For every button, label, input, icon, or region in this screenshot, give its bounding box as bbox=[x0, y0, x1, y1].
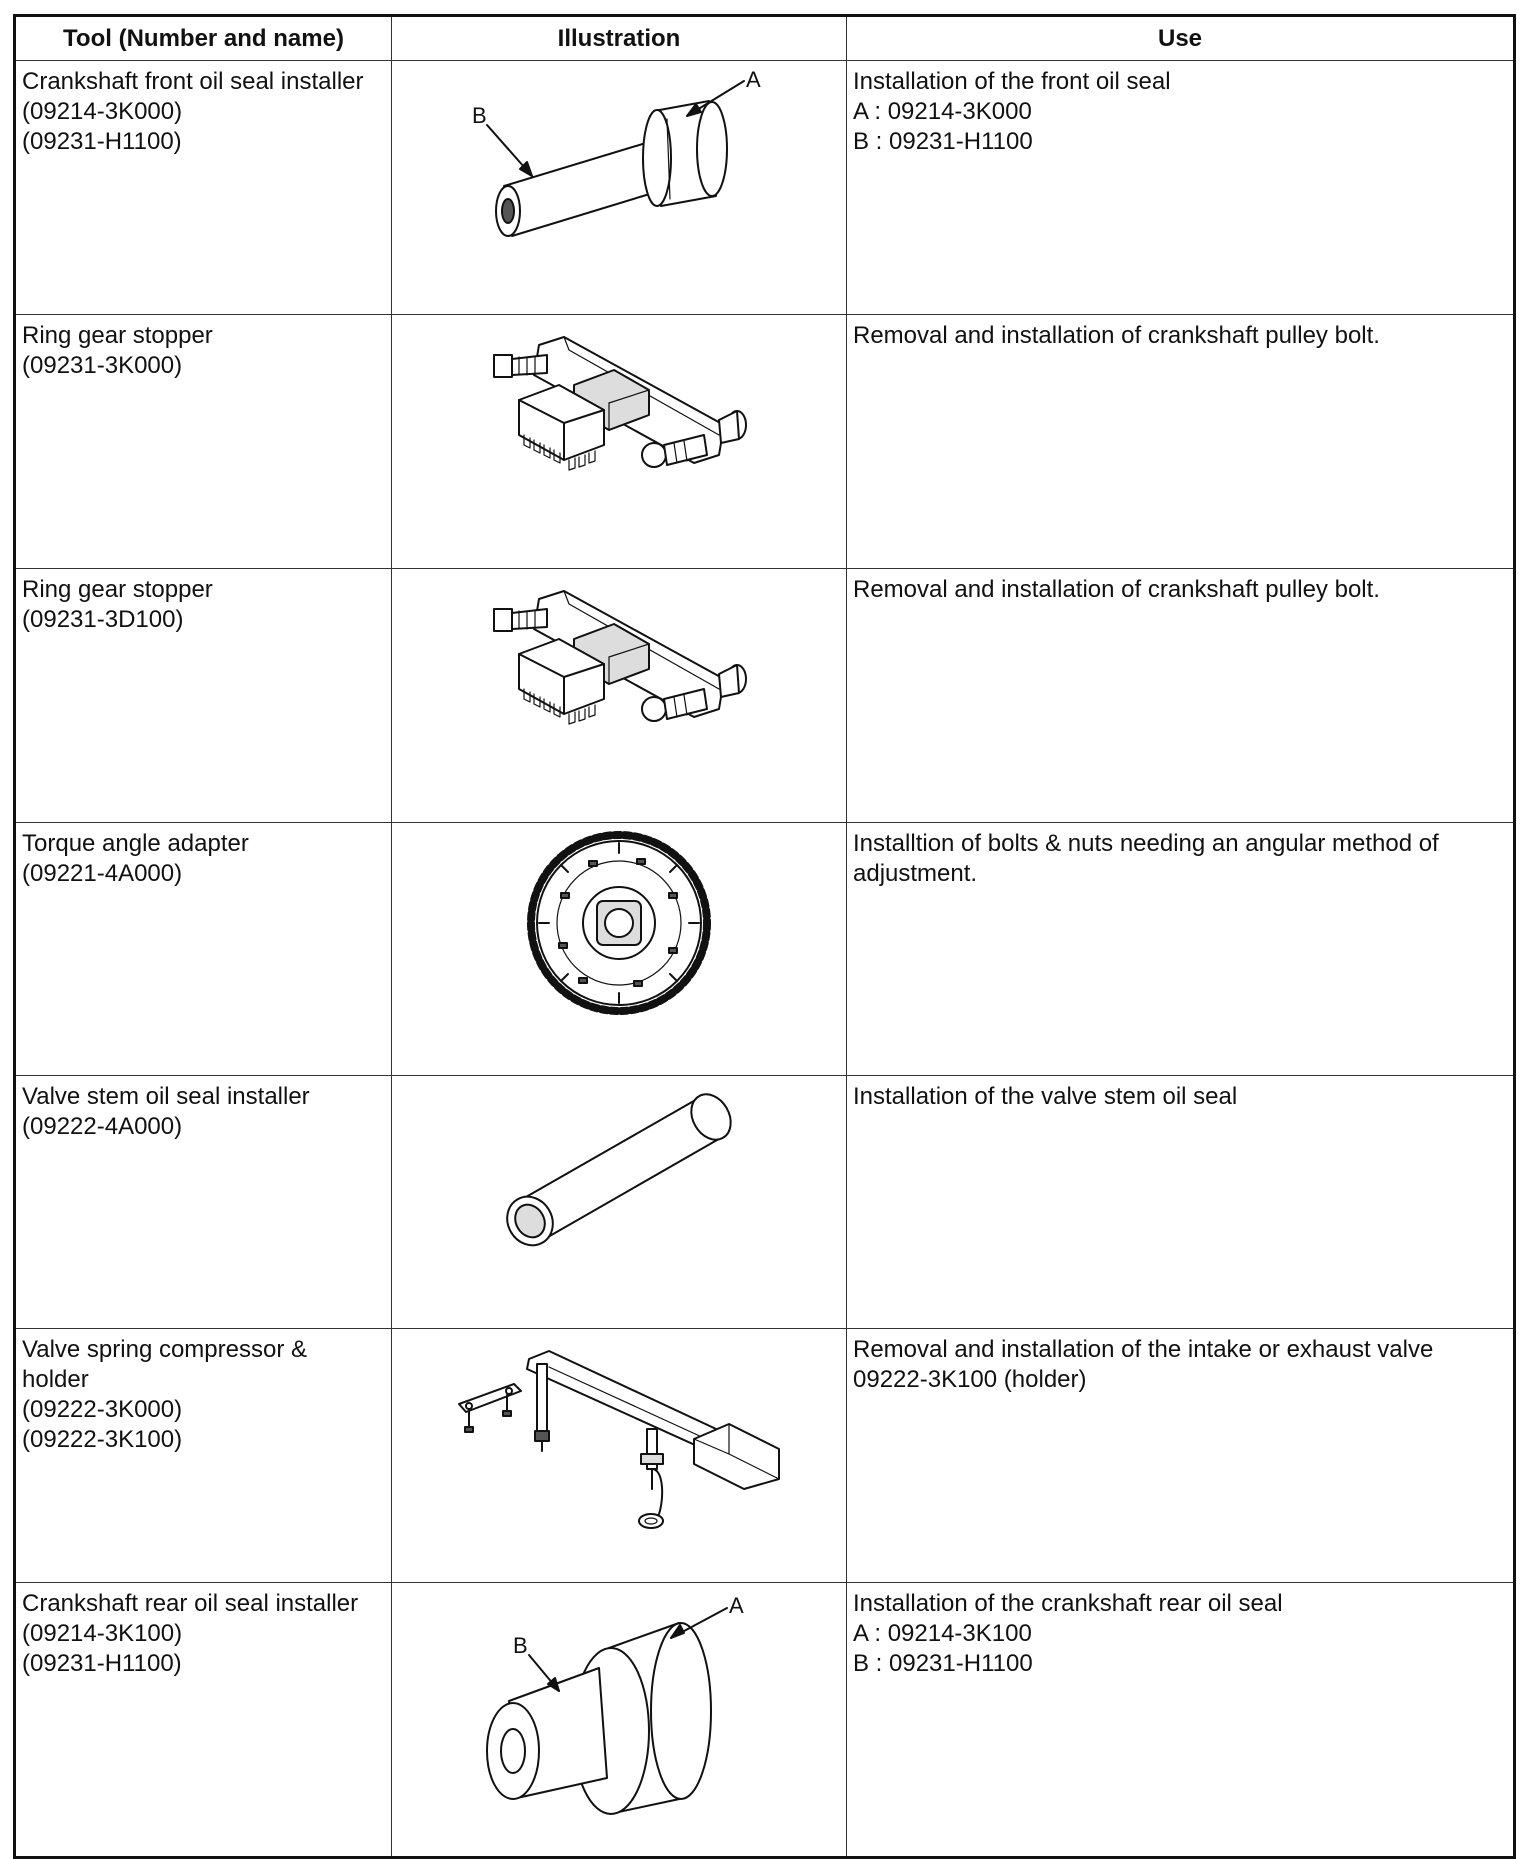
use-text: A : 09214-3K100 bbox=[853, 1620, 1032, 1647]
tool-name: Crankshaft rear oil seal installer bbox=[22, 1590, 359, 1617]
table-row bbox=[15, 1583, 1515, 1858]
rear-oil-seal-installer-illustration bbox=[469, 1583, 769, 1823]
valve-stem-seal-installer-illustration bbox=[479, 1076, 759, 1276]
use-text: Installtion of bolts & nuts needing an angular method of bbox=[853, 830, 1439, 857]
valve-spring-compressor-illustration bbox=[439, 1329, 799, 1539]
use-cell bbox=[847, 1329, 1515, 1583]
use-text: Removal and installation of the intake or exhaust valve bbox=[853, 1336, 1434, 1363]
callout-b: B bbox=[513, 1633, 528, 1658]
tool-number: (09214-3K000) bbox=[22, 98, 183, 125]
table-row bbox=[15, 823, 1515, 1076]
tool-name: Crankshaft front oil seal installer bbox=[22, 68, 364, 95]
tool-number: (09221-4A000) bbox=[22, 860, 183, 887]
tool-number: (09231-H1100) bbox=[22, 128, 182, 155]
tool-cell bbox=[15, 823, 392, 1076]
table-row bbox=[15, 315, 1515, 569]
callout-a: A bbox=[729, 1593, 744, 1618]
tool-number: (09231-H1100) bbox=[22, 1650, 182, 1677]
tool-number: (09222-3K000) bbox=[22, 1396, 183, 1423]
table-row bbox=[15, 1076, 1515, 1329]
illustration-cell bbox=[392, 569, 847, 823]
use-text: Installation of the front oil seal bbox=[853, 68, 1171, 95]
use-text: Removal and installation of crankshaft pulley bolt. bbox=[853, 576, 1380, 603]
tool-cell bbox=[15, 315, 392, 569]
tool-name: Ring gear stopper bbox=[22, 322, 213, 349]
use-text: Removal and installation of crankshaft pulley bolt. bbox=[853, 322, 1380, 349]
special-tools-table bbox=[13, 14, 1516, 1859]
tool-number: (09231-3K000) bbox=[22, 352, 183, 379]
tool-cell bbox=[15, 1076, 392, 1329]
front-oil-seal-installer-illustration bbox=[454, 61, 784, 281]
callout-b: B bbox=[472, 103, 487, 128]
tool-cell bbox=[15, 61, 392, 315]
ring-gear-stopper-illustration bbox=[479, 315, 759, 515]
table-row bbox=[15, 61, 1515, 315]
header-illustration: Illustration bbox=[392, 16, 847, 61]
illustration-cell bbox=[392, 1583, 847, 1858]
tool-number: (09222-4A000) bbox=[22, 1113, 183, 1140]
use-text: A : 09214-3K000 bbox=[853, 98, 1032, 125]
illustration-cell bbox=[392, 1076, 847, 1329]
tool-name: Valve spring compressor & bbox=[22, 1336, 307, 1363]
illustration-cell bbox=[392, 1329, 847, 1583]
use-cell bbox=[847, 569, 1515, 823]
tool-name: Valve stem oil seal installer bbox=[22, 1083, 310, 1110]
callout-a: A bbox=[746, 67, 761, 92]
illustration-cell bbox=[392, 823, 847, 1076]
ring-gear-stopper-illustration bbox=[479, 569, 759, 769]
table-header-row bbox=[15, 16, 1515, 61]
illustration-cell bbox=[392, 61, 847, 315]
table-row bbox=[15, 1329, 1515, 1583]
illustration-cell bbox=[392, 315, 847, 569]
tool-number: (09231-3D100) bbox=[22, 606, 184, 633]
use-cell bbox=[847, 315, 1515, 569]
table-row bbox=[15, 569, 1515, 823]
tool-cell bbox=[15, 1329, 392, 1583]
use-cell bbox=[847, 823, 1515, 1076]
use-cell bbox=[847, 61, 1515, 315]
tool-name: Torque angle adapter bbox=[22, 830, 249, 857]
use-text: B : 09231-H1100 bbox=[853, 128, 1033, 155]
header-use: Use bbox=[847, 16, 1515, 61]
use-text: Installation of the crankshaft rear oil seal bbox=[853, 1590, 1283, 1617]
use-text: adjustment. bbox=[853, 860, 978, 887]
tool-name: Ring gear stopper bbox=[22, 576, 213, 603]
use-cell bbox=[847, 1076, 1515, 1329]
use-text: B : 09231-H1100 bbox=[853, 1650, 1033, 1677]
tool-number: (09214-3K100) bbox=[22, 1620, 183, 1647]
use-text: 09222-3K100 (holder) bbox=[853, 1366, 1087, 1393]
use-cell bbox=[847, 1583, 1515, 1858]
tool-name: holder bbox=[22, 1366, 89, 1393]
tool-cell bbox=[15, 1583, 392, 1858]
tool-cell bbox=[15, 569, 392, 823]
torque-angle-adapter-illustration bbox=[519, 823, 719, 1023]
tool-number: (09222-3K100) bbox=[22, 1426, 183, 1453]
use-text: Installation of the valve stem oil seal bbox=[853, 1083, 1238, 1110]
header-tool: Tool (Number and name) bbox=[15, 16, 392, 61]
